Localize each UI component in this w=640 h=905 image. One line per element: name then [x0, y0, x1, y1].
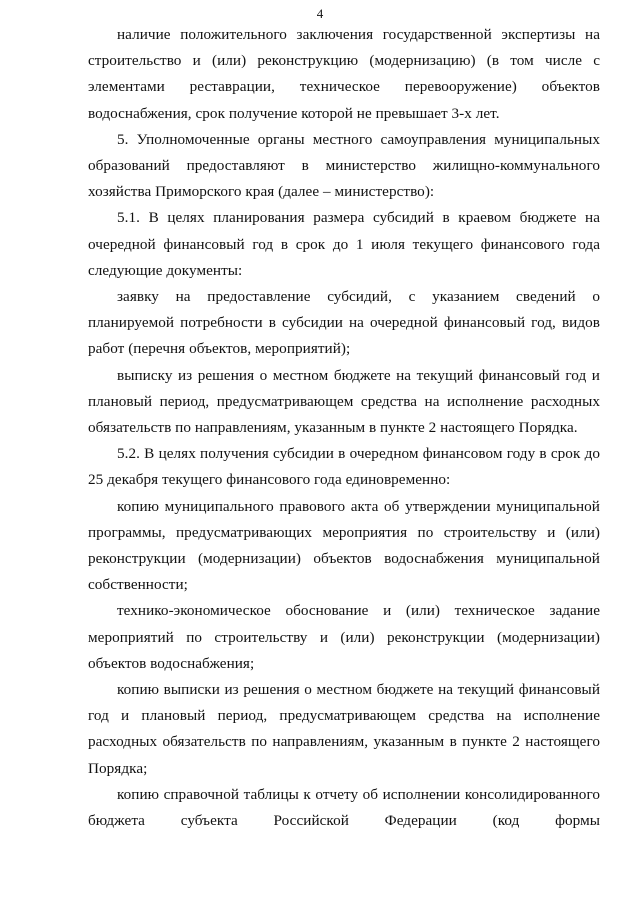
paragraph-item-5-2: 5.2. В целях получения субсидии в очередном финансовом году в срок до 25 декабря текущего финансового года единовременно: — [88, 445, 600, 489]
paragraph-municipal-act-copy: копию муниципального правового акта об утверждении муниципальной программы, предусматривающих мероприятия по строительству и (или) реконструкции (модернизации) объектов водоснабжения муниципальной собственности; — [88, 497, 600, 594]
paragraph-item-5: 5. Уполномоченные органы местного самоуправления муниципальных образований предоставляют в министерство жилищно-коммунального хозяйства Приморского края (далее – министерство): — [88, 130, 600, 201]
paragraph-feasibility-study: технико-экономическое обоснование и (или) техническое задание мероприятий по строительству и (или) реконструкции (модернизации) объектов водоснабжения; — [88, 602, 600, 672]
paragraph-reference-table-copy: копию справочной таблицы к отчету об исполнении консолидированного бюджета субъекта Российской Федерации (код формы — [88, 785, 600, 830]
paragraph-item-5-1: 5.1. В целях планирования размера субсидий в краевом бюджете на очередной финансовый год в срок до 1 июля текущего финансового года следующие документы: — [88, 209, 600, 279]
document-body — [88, 22, 600, 834]
paragraph-expertise-condition: наличие положительного заключения государственной экспертизы на строительство и (или) реконструкцию (модернизацию) (в том числе с элементами реставрации, техническое перевооружение) объектов водоснабжения, срок получение которой не превышает 3-х лет. — [88, 26, 600, 122]
paragraph-budget-extract-copy: копию выписки из решения о местном бюджете на текущий финансовый год и плановый период, предусматривающем средства на исполнение расходных обязательств по направлениям, указанным в пункте 2 настоящего Порядка; — [88, 681, 600, 777]
paragraph-subsidy-application: заявку на предоставление субсидий, с указанием сведений о планируемой потребности в субсидии на очередной финансовый год, видов работ (перечня объектов, мероприятий); — [88, 288, 600, 358]
page-number: 4 — [316, 6, 324, 21]
paragraph-budget-extract: выписку из решения о местном бюджете на текущий финансовый год и плановый период, предусматривающем средства на исполнение расходных обязательств по направлениям, указанным в пункте 2 настоящего Порядка. — [88, 366, 600, 437]
